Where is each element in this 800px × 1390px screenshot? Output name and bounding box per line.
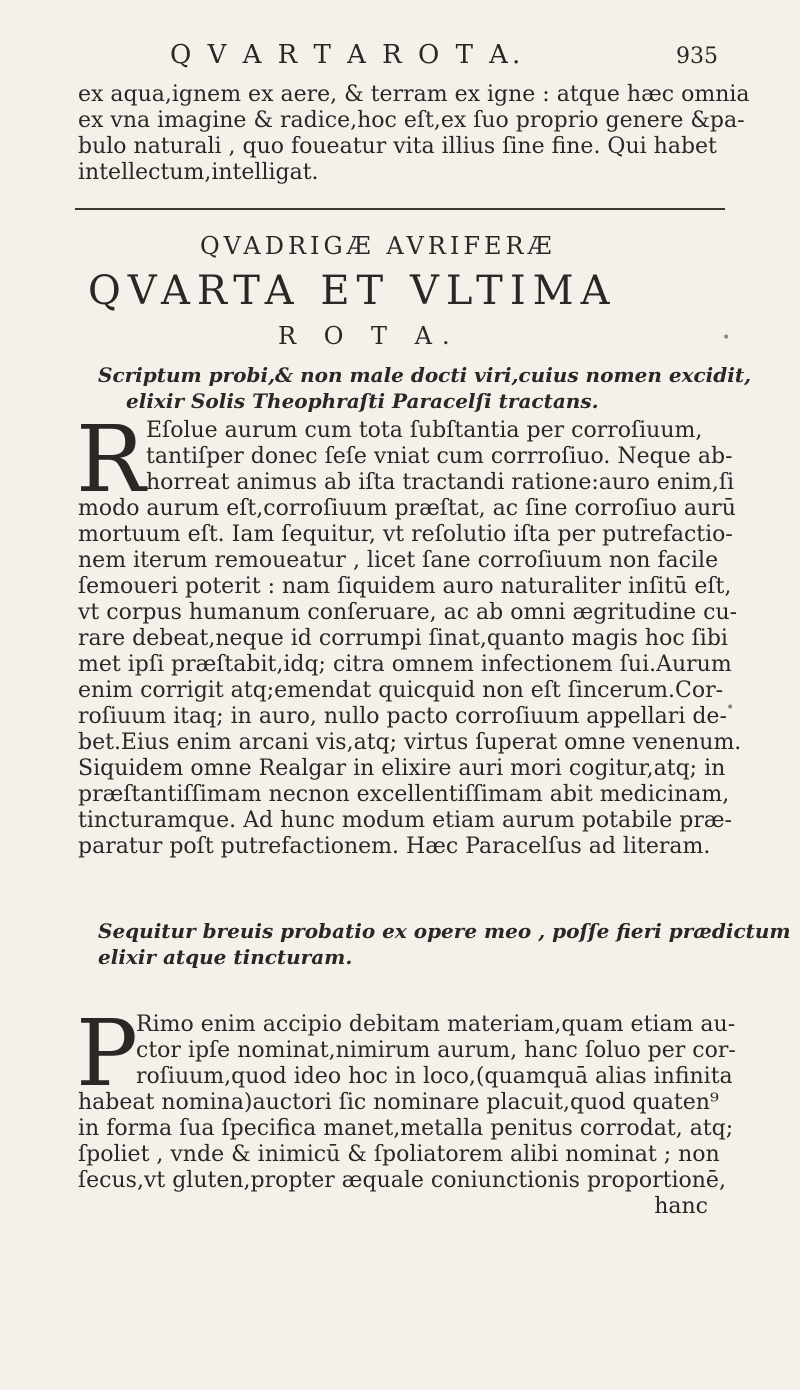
text-line: vt corpus humanum conſeruare, ac ab omni ægritudine cu- — [78, 600, 738, 625]
text-line: ex vna imagine & radice,hoc eſt,ex ſuo proprio genere &pa- — [78, 108, 745, 133]
text-line: ctor ipſe nominat,nimirum aurum, hanc ſoluo per cor- — [136, 1038, 736, 1063]
text-line: rare debeat,neque id corrumpi ſinat,quanto magis hoc ſibi — [78, 626, 728, 651]
text-line: Siquidem omne Realgar in elixire auri mori cogitur,atq; in — [78, 756, 726, 781]
text-line: tincturamque. Ad hunc modum etiam aurum potabile præ- — [78, 808, 732, 833]
text-line: ſpoliet , vnde & inimicū & ſpoliatorem alibi nominat ; non — [78, 1142, 720, 1167]
opening-paragraph — [78, 82, 750, 186]
text-line: habeat nomina)auctori ſic nominare placuit,quod quaten⁹ — [78, 1090, 719, 1115]
text-line: in forma ſua ſpecifica manet,metalla penitus corrodat, atq; — [78, 1116, 734, 1141]
italic-line: elixir Solis Theophraſti Paracelſi tractans. — [126, 389, 599, 413]
section-heading-small: QVADRIGÆ AVRIFERÆ — [200, 232, 556, 260]
text-line: ex aqua,ignem ex aere, & terram ex igne : atque hæc omnia — [78, 82, 750, 107]
text-line: modo aurum eſt,corroſiuum præſtat, ac ſine corroſiuo aurū — [78, 496, 736, 521]
ink-speck: • — [722, 330, 731, 346]
running-title: Q V A R T A R O T A. — [170, 40, 525, 70]
section-heading-large: QVARTA ET VLTIMA — [88, 268, 617, 314]
text-line: Eſolue aurum cum tota ſubſtantia per corroſiuum, — [146, 418, 703, 443]
drop-cap-p: P — [76, 1000, 138, 1107]
text-line: bet.Eius enim arcani vis,atq; virtus ſuperat omne venenum. — [78, 730, 742, 755]
text-line: met ipſi præſtabit,idq; citra omnem infectionem ſui.Aurum — [78, 652, 732, 677]
main-paragraph — [78, 418, 742, 860]
italic-line: elixir atque tincturam. — [98, 945, 353, 969]
text-line: ſemoueri poterit : nam ſiquidem auro naturaliter inſitū eſt, — [78, 574, 732, 599]
catchword: hanc — [654, 1194, 708, 1219]
italic-line: Sequitur breuis probatio ex opere meo , poſſe fieri prædictum — [98, 919, 791, 943]
horizontal-rule — [75, 208, 725, 210]
ink-speck: • — [726, 700, 735, 716]
text-line: ſecus,vt gluten,propter æquale coniunctionis proportionē, — [78, 1168, 726, 1193]
text-line: roſiuum,quod ideo hoc in loco,(quamquā alias infinita — [136, 1064, 733, 1089]
page-number: 935 — [676, 44, 718, 69]
italic-line: Scriptum probi,& non male docti viri,cuius nomen excidit, — [98, 363, 752, 387]
final-paragraph — [78, 1012, 736, 1220]
text-line: mortuum eſt. Iam ſequitur, vt reſolutio iſta per putrefactio- — [78, 522, 733, 547]
text-line: bulo naturali , quo foueatur vita illius ſine fine. Qui habet — [78, 134, 717, 159]
running-head — [0, 40, 800, 76]
text-line: præſtantiſſimam necnon excellentiſſimam abit medicinam, — [78, 782, 730, 807]
text-line: intellectum,intelligat. — [78, 160, 319, 185]
text-line: roſiuum itaq; in auro, nullo pacto corroſiuum appellari de- — [78, 704, 727, 729]
drop-cap-r: R — [76, 406, 146, 513]
text-line: enim corrigit atq;emendat quicquid non eſt ſincerum.Cor- — [78, 678, 724, 703]
italic-heading-attribution — [98, 362, 752, 414]
italic-heading-probatio — [98, 918, 791, 970]
text-line: nem iterum remoueatur , licet ſane corroſiuum non facile — [78, 548, 719, 573]
text-line: Rimo enim accipio debitam materiam,quam etiam au- — [136, 1012, 736, 1037]
text-line: paratur poſt putrefactionem. Hæc Paracelſus ad literam. — [78, 834, 711, 859]
section-heading-rota: R O T A. — [278, 322, 460, 350]
text-line: horreat animus ab iſta tractandi ratione:auro enim,ſi — [146, 470, 735, 495]
text-line: tantiſper donec ſeſe vniat cum corrroſiuo. Neque ab- — [146, 444, 733, 469]
